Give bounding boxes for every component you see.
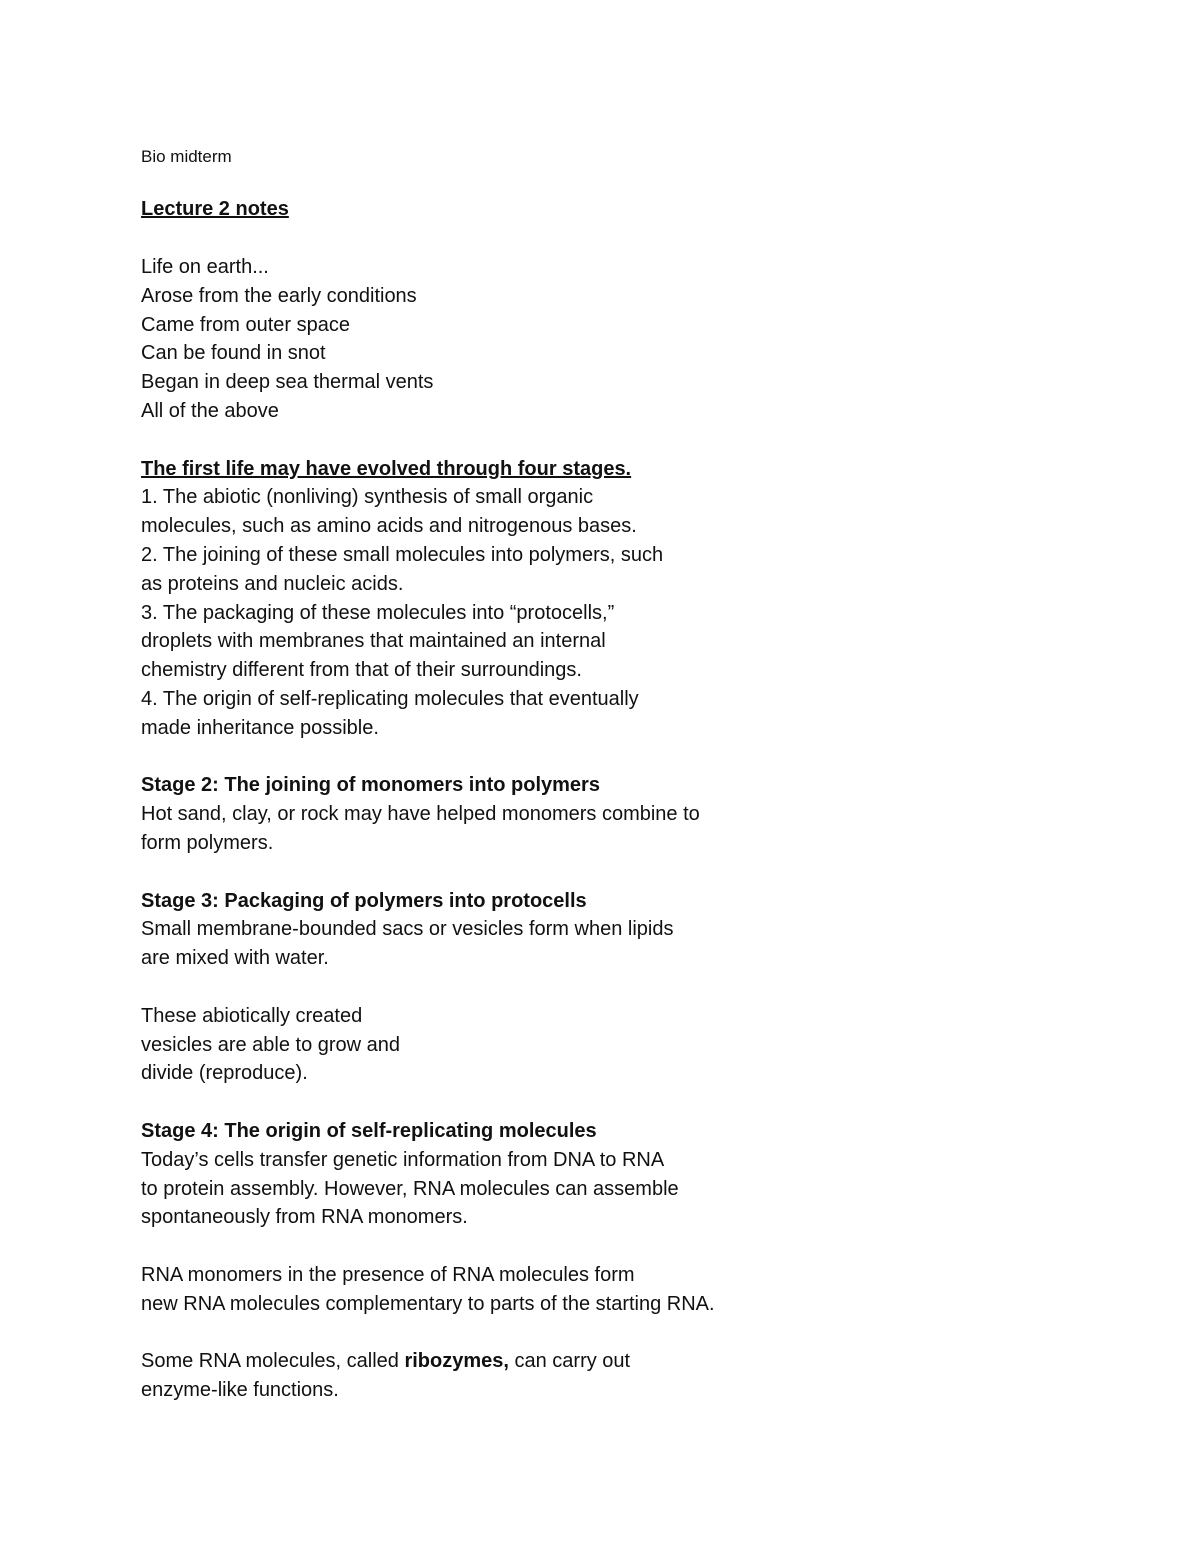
stage3-block <box>141 887 1101 973</box>
lecture-heading: Lecture 2 notes <box>141 198 289 221</box>
spacer <box>141 973 1101 1002</box>
ribozymes-line <box>141 1347 1101 1376</box>
stage4-line: RNA monomers in the presence of RNA molecules form <box>141 1263 635 1286</box>
stages-line: 3. The packaging of these molecules into “protocells,” <box>141 601 615 624</box>
stage3-paragraph2 <box>141 1002 1101 1088</box>
stage3-heading: Stage 3: Packaging of polymers into protocells <box>141 889 587 912</box>
quiz-option: Can be found in snot <box>141 342 326 365</box>
spacer <box>141 224 1101 253</box>
stages-line: 4. The origin of self-replicating molecules that eventually <box>141 688 639 711</box>
stage2-heading: Stage 2: The joining of monomers into polymers <box>141 774 600 797</box>
quiz-option: Began in deep sea thermal vents <box>141 371 434 394</box>
quiz-block <box>141 253 1101 426</box>
stage4-block <box>141 1117 1101 1232</box>
quiz-option: Arose from the early conditions <box>141 284 417 307</box>
stages-line: droplets with membranes that maintained an internal <box>141 630 606 653</box>
document-title: Bio midterm <box>141 147 232 166</box>
document-body <box>141 143 1101 1405</box>
ribozymes-text-after: can carry out <box>508 1350 631 1373</box>
spacer <box>141 743 1101 772</box>
stage4-line: Today’s cells transfer genetic information from DNA to RNA <box>141 1148 665 1171</box>
quiz-question: Life on earth... <box>141 256 269 279</box>
stage4-heading: Stage 4: The origin of self-replicating molecules <box>141 1119 597 1142</box>
stage4-line: spontaneously from RNA monomers. <box>141 1206 468 1229</box>
stages-line: molecules, such as amino acids and nitrogenous bases. <box>141 515 637 538</box>
stage2-line: form polymers. <box>141 832 274 855</box>
stages-line: 2. The joining of these small molecules into polymers, such <box>141 544 664 567</box>
stage3-line: divide (reproduce). <box>141 1062 308 1085</box>
spacer <box>141 1319 1101 1348</box>
stage2-block <box>141 771 1101 857</box>
spacer <box>141 1088 1101 1117</box>
spacer <box>141 858 1101 887</box>
spacer <box>141 172 1101 196</box>
stages-line: 1. The abiotic (nonliving) synthesis of small organic <box>141 486 594 509</box>
four-stages-heading: The first life may have evolved through four stages. <box>141 457 632 480</box>
quiz-option: Came from outer space <box>141 313 350 336</box>
stage3-line: vesicles are able to grow and <box>141 1033 401 1056</box>
stages-line: as proteins and nucleic acids. <box>141 572 404 595</box>
stage2-line: Hot sand, clay, or rock may have helped monomers combine to <box>141 803 700 826</box>
quiz-option: All of the above <box>141 400 279 423</box>
stage4-line: to protein assembly. However, RNA molecules can assemble <box>141 1177 679 1200</box>
stage3-line: These abiotically created <box>141 1004 363 1027</box>
stage3-line: Small membrane-bounded sacs or vesicles form when lipids <box>141 918 674 941</box>
stage4-paragraph3 <box>141 1347 1101 1405</box>
stage4-paragraph2 <box>141 1261 1101 1319</box>
four-stages-block <box>141 455 1101 743</box>
spacer <box>141 1232 1101 1261</box>
ribozymes-text-before: Some RNA molecules, called <box>141 1350 405 1373</box>
stages-line: chemistry different from that of their surroundings. <box>141 659 582 682</box>
stage3-line: are mixed with water. <box>141 947 329 970</box>
stage4-line: enzyme-like functions. <box>141 1379 339 1402</box>
stage4-line: new RNA molecules complementary to parts of the starting RNA. <box>141 1292 715 1315</box>
stages-line: made inheritance possible. <box>141 716 379 739</box>
ribozymes-term: ribozymes, <box>404 1350 509 1373</box>
spacer <box>141 426 1101 455</box>
